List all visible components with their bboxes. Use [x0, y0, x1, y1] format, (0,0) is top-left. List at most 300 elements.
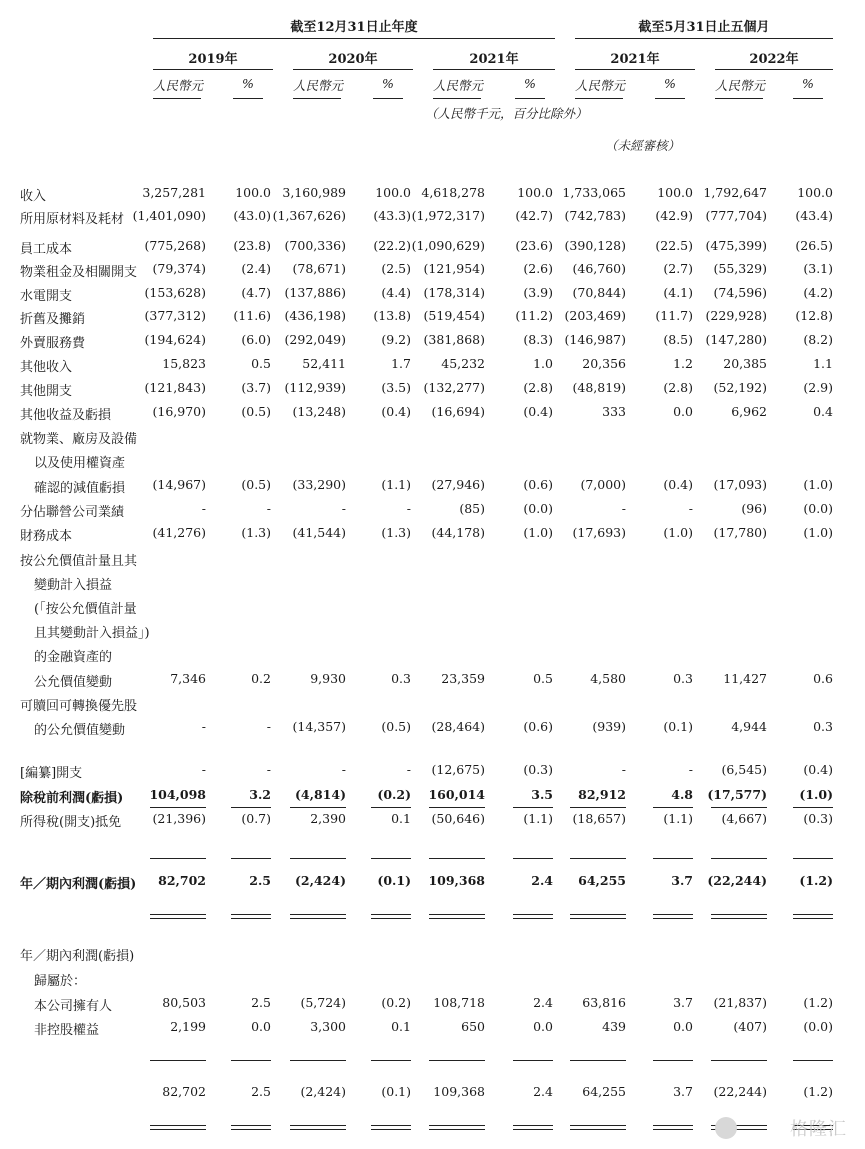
row-label: 員工成本 — [20, 242, 73, 257]
amount-cell: 9,930 — [310, 671, 346, 686]
amount-cell: (121,954) — [423, 261, 485, 276]
single-underline — [570, 858, 626, 859]
amount-cell: (14,357) — [292, 719, 346, 734]
percent-cell: (11.6) — [233, 308, 271, 323]
row-label: 水電開支 — [20, 289, 73, 304]
percent-cell: (3.5) — [381, 380, 411, 395]
amount-cell: (27,946) — [431, 477, 485, 492]
percent-cell: (0.1) — [377, 873, 411, 888]
single-underline — [513, 858, 553, 859]
percent-cell: - — [406, 762, 411, 777]
amount-cell: (17,093) — [713, 477, 767, 492]
amount-cell: (22,244) — [713, 1084, 767, 1099]
row-label: 非控股權益 — [34, 1023, 100, 1038]
year-header: 2019年 — [188, 52, 238, 67]
percent-cell: (8.2) — [803, 332, 833, 347]
single-underline — [429, 1060, 485, 1061]
single-underline — [371, 1060, 411, 1061]
amount-cell: 82,702 — [162, 1084, 206, 1099]
percent-cell: (0.4) — [523, 404, 553, 419]
unit-underline — [233, 98, 263, 99]
amount-cell: (2,424) — [300, 1084, 346, 1099]
unit-percent-header: % — [524, 76, 536, 91]
percent-cell: 0.0 — [251, 1019, 271, 1034]
year-header: 2021年 — [610, 52, 660, 67]
amount-cell: (292,049) — [284, 332, 346, 347]
amount-cell: (44,178) — [431, 525, 485, 540]
percent-cell: 0.3 — [813, 719, 833, 734]
amount-cell: (203,469) — [564, 308, 626, 323]
unit-underline — [515, 98, 545, 99]
single-underline — [711, 858, 767, 859]
amount-cell: (21,837) — [713, 995, 767, 1010]
amount-cell: - — [201, 762, 206, 777]
amount-cell: (381,868) — [423, 332, 485, 347]
amount-cell: (28,464) — [431, 719, 485, 734]
amount-cell: - — [341, 501, 346, 516]
percent-cell: (3.7) — [241, 380, 271, 395]
amount-cell: (21,396) — [152, 811, 206, 826]
amount-cell: 82,702 — [158, 873, 206, 888]
amount-cell: 104,098 — [149, 787, 206, 802]
percent-cell: (8.3) — [523, 332, 553, 347]
amount-cell: 2,390 — [310, 811, 346, 826]
percent-cell: 0.1 — [391, 1019, 411, 1034]
double-underline — [513, 1125, 553, 1130]
percent-cell: 0.0 — [673, 404, 693, 419]
row-label: [編纂]開支 — [20, 766, 83, 781]
percent-cell: 0.5 — [251, 356, 271, 371]
percent-cell: (0.0) — [803, 1019, 833, 1034]
amount-cell: (742,783) — [564, 208, 626, 223]
amount-cell: (48,819) — [572, 380, 626, 395]
amount-cell: (85) — [459, 501, 485, 516]
row-label: 的金融資產的 — [34, 650, 113, 665]
percent-cell: 3.7 — [671, 873, 693, 888]
single-underline — [371, 807, 411, 808]
percent-cell: 2.5 — [249, 873, 271, 888]
row-label: 所得稅(開支)抵免 — [20, 815, 122, 830]
amount-cell: 80,503 — [162, 995, 206, 1010]
watermark-logo-icon — [715, 1117, 737, 1139]
amount-cell: (16,694) — [431, 404, 485, 419]
amount-cell: 109,368 — [433, 1084, 485, 1099]
unit-percent-header: % — [664, 76, 676, 91]
percent-cell: - — [266, 719, 271, 734]
double-underline — [150, 1125, 206, 1130]
percent-cell: 100.0 — [517, 185, 553, 200]
amount-cell: 20,356 — [582, 356, 626, 371]
unit-note: （人民幣千元，百分比除外） — [425, 106, 588, 121]
unit-underline — [153, 98, 201, 99]
amount-cell: (178,314) — [423, 285, 485, 300]
amount-cell: (46,760) — [572, 261, 626, 276]
single-underline — [371, 858, 411, 859]
year-header: 2022年 — [749, 52, 799, 67]
amount-cell: 3,257,281 — [142, 185, 206, 200]
percent-cell: (1.0) — [803, 477, 833, 492]
percent-cell: (11.7) — [655, 308, 693, 323]
percent-cell: 2.5 — [251, 995, 271, 1010]
percent-cell: (1.0) — [523, 525, 553, 540]
unit-rmb-header: 人民幣元 — [715, 78, 766, 93]
double-underline — [290, 914, 346, 919]
percent-cell: (0.7) — [241, 811, 271, 826]
double-underline — [513, 914, 553, 919]
row-label: 年／期內利潤(虧損) — [20, 949, 135, 964]
percent-cell: (0.4) — [803, 762, 833, 777]
amount-cell: (4,667) — [721, 811, 767, 826]
double-underline — [653, 914, 693, 919]
amount-cell: 11,427 — [723, 671, 767, 686]
single-underline — [429, 807, 485, 808]
amount-cell: 439 — [602, 1019, 626, 1034]
percent-cell: (1.1) — [523, 811, 553, 826]
single-underline — [653, 807, 693, 808]
row-label: 其他收益及虧損 — [20, 408, 112, 423]
single-underline — [150, 858, 206, 859]
amount-cell: - — [621, 762, 626, 777]
percent-cell: (1.1) — [381, 477, 411, 492]
year-rule — [433, 69, 555, 70]
percent-cell: (0.3) — [523, 762, 553, 777]
amount-cell: (407) — [733, 1019, 767, 1034]
amount-cell: (436,198) — [284, 308, 346, 323]
amount-cell: (777,704) — [705, 208, 767, 223]
unit-rmb-header: 人民幣元 — [575, 78, 626, 93]
row-label: 折舊及攤銷 — [20, 312, 86, 327]
double-underline — [429, 1125, 485, 1130]
single-underline — [231, 858, 271, 859]
amount-cell: (50,646) — [431, 811, 485, 826]
amount-cell: (377,312) — [144, 308, 206, 323]
amount-cell: (112,939) — [284, 380, 346, 395]
percent-cell: (0.4) — [381, 404, 411, 419]
percent-cell: - — [266, 762, 271, 777]
row-label: 歸屬於： — [34, 974, 87, 989]
percent-cell: 0.2 — [251, 671, 271, 686]
percent-cell: (3.1) — [803, 261, 833, 276]
amount-cell: (18,657) — [572, 811, 626, 826]
percent-cell: 100.0 — [657, 185, 693, 200]
amount-cell: 7,346 — [170, 671, 206, 686]
amount-cell: (13,248) — [292, 404, 346, 419]
single-underline — [793, 1060, 833, 1061]
percent-cell: (9.2) — [381, 332, 411, 347]
single-underline — [711, 807, 767, 808]
percent-cell: (1.3) — [381, 525, 411, 540]
double-underline — [371, 914, 411, 919]
percent-cell: (2.5) — [381, 261, 411, 276]
percent-cell: (23.8) — [233, 238, 271, 253]
row-label: 就物業、廠房及設備 — [20, 432, 138, 447]
percent-cell: (0.5) — [241, 404, 271, 419]
row-label: 且其變動計入損益」) — [34, 626, 150, 641]
unit-underline — [373, 98, 403, 99]
percent-cell: (4.2) — [803, 285, 833, 300]
amount-cell: 2,199 — [170, 1019, 206, 1034]
row-label: 其他開支 — [20, 384, 73, 399]
amount-cell: 3,300 — [310, 1019, 346, 1034]
percent-cell: 3.7 — [673, 995, 693, 1010]
unit-underline — [715, 98, 763, 99]
percent-cell: (2.8) — [523, 380, 553, 395]
row-label: 確認的減值虧損 — [34, 481, 126, 496]
percent-cell: 1.1 — [813, 356, 833, 371]
amount-cell: (78,671) — [292, 261, 346, 276]
amount-cell: (147,280) — [705, 332, 767, 347]
percent-cell: (1.0) — [663, 525, 693, 540]
amount-cell: (14,967) — [152, 477, 206, 492]
percent-cell: 3.2 — [249, 787, 271, 802]
percent-cell: (2.7) — [663, 261, 693, 276]
amount-cell: (194,624) — [144, 332, 206, 347]
percent-cell: (0.0) — [803, 501, 833, 516]
percent-cell: (43.4) — [795, 208, 833, 223]
amount-cell: 4,580 — [590, 671, 626, 686]
percent-cell: 1.0 — [533, 356, 553, 371]
single-underline — [290, 807, 346, 808]
amount-cell: 109,368 — [428, 873, 485, 888]
amount-cell: (939) — [592, 719, 626, 734]
double-underline — [570, 1125, 626, 1130]
percent-cell: (1.1) — [663, 811, 693, 826]
percent-cell: (0.5) — [241, 477, 271, 492]
percent-cell: 1.7 — [391, 356, 411, 371]
unit-underline — [655, 98, 685, 99]
percent-cell: (11.2) — [515, 308, 553, 323]
amount-cell: (475,399) — [705, 238, 767, 253]
row-label: 收入 — [20, 189, 47, 204]
percent-cell: (4.4) — [381, 285, 411, 300]
amount-cell: 4,944 — [731, 719, 767, 734]
percent-cell: (2.6) — [523, 261, 553, 276]
header-group-rule — [153, 38, 555, 39]
percent-cell: 0.5 — [533, 671, 553, 686]
percent-cell: 1.2 — [673, 356, 693, 371]
single-underline — [793, 807, 833, 808]
amount-cell: 63,816 — [582, 995, 626, 1010]
single-underline — [653, 1060, 693, 1061]
percent-cell: (43.0) — [233, 208, 271, 223]
amount-cell: - — [341, 762, 346, 777]
percent-cell: (2.9) — [803, 380, 833, 395]
percent-cell: (1.0) — [803, 525, 833, 540]
row-label: 外賣服務費 — [20, 336, 86, 351]
amount-cell: (79,374) — [152, 261, 206, 276]
single-underline — [570, 807, 626, 808]
percent-cell: (4.7) — [241, 285, 271, 300]
amount-cell: (519,454) — [423, 308, 485, 323]
year-rule — [153, 69, 273, 70]
percent-cell: (0.6) — [523, 719, 553, 734]
percent-cell: 0.0 — [673, 1019, 693, 1034]
unit-underline — [293, 98, 341, 99]
amount-cell: (1,972,317) — [411, 208, 485, 223]
single-underline — [290, 1060, 346, 1061]
amount-cell: (55,329) — [713, 261, 767, 276]
header-group-five-months: 截至5月31日止五個月 — [638, 20, 770, 35]
percent-cell: 0.1 — [391, 811, 411, 826]
percent-cell: (6.0) — [241, 332, 271, 347]
single-underline — [513, 1060, 553, 1061]
double-underline — [570, 914, 626, 919]
amount-cell: (17,780) — [713, 525, 767, 540]
row-label: 年／期內利潤(虧損) — [20, 877, 137, 892]
percent-cell: - — [688, 501, 693, 516]
percent-cell: (0.1) — [663, 719, 693, 734]
amount-cell: 1,792,647 — [703, 185, 767, 200]
percent-cell: 100.0 — [797, 185, 833, 200]
percent-cell: 3.7 — [673, 1084, 693, 1099]
percent-cell: (0.6) — [523, 477, 553, 492]
unit-rmb-header: 人民幣元 — [433, 78, 484, 93]
amount-cell: 52,411 — [302, 356, 346, 371]
amount-cell: (22,244) — [707, 873, 767, 888]
amount-cell: (96) — [741, 501, 767, 516]
percent-cell: (0.4) — [663, 477, 693, 492]
amount-cell: 64,255 — [578, 873, 626, 888]
percent-cell: 2.4 — [531, 873, 553, 888]
amount-cell: (229,928) — [705, 308, 767, 323]
percent-cell: (12.8) — [795, 308, 833, 323]
percent-cell: (1.3) — [241, 525, 271, 540]
single-underline — [290, 858, 346, 859]
row-label: 財務成本 — [20, 529, 73, 544]
unit-rmb-header: 人民幣元 — [153, 78, 204, 93]
percent-cell: (8.5) — [663, 332, 693, 347]
amount-cell: (70,844) — [572, 285, 626, 300]
percent-cell: 0.3 — [673, 671, 693, 686]
amount-cell: (17,693) — [572, 525, 626, 540]
amount-cell: 333 — [602, 404, 626, 419]
double-underline — [290, 1125, 346, 1130]
percent-cell: (1.0) — [799, 787, 833, 802]
amount-cell: 45,232 — [441, 356, 485, 371]
amount-cell: (6,545) — [721, 762, 767, 777]
percent-cell: (0.5) — [381, 719, 411, 734]
row-label: 以及使用權資產 — [34, 456, 126, 471]
amount-cell: (121,843) — [144, 380, 206, 395]
amount-cell: (390,128) — [564, 238, 626, 253]
amount-cell: (1,090,629) — [411, 238, 485, 253]
percent-cell: (0.1) — [381, 1084, 411, 1099]
single-underline — [513, 807, 553, 808]
double-underline — [231, 914, 271, 919]
percent-cell: (42.9) — [655, 208, 693, 223]
percent-cell: (3.9) — [523, 285, 553, 300]
percent-cell: (1.2) — [803, 1084, 833, 1099]
amount-cell: 4,618,278 — [421, 185, 485, 200]
year-rule — [575, 69, 695, 70]
single-underline — [231, 807, 271, 808]
amount-cell: (132,277) — [423, 380, 485, 395]
unit-percent-header: % — [382, 76, 394, 91]
amount-cell: 1,733,065 — [562, 185, 626, 200]
amount-cell: 160,014 — [428, 787, 485, 802]
row-label: 本公司擁有人 — [34, 999, 113, 1014]
amount-cell: (33,290) — [292, 477, 346, 492]
unit-percent-header: % — [802, 76, 814, 91]
amount-cell: (137,886) — [284, 285, 346, 300]
row-label: 物業租金及相關開支 — [20, 265, 138, 280]
amount-cell: (775,268) — [144, 238, 206, 253]
row-label: (「按公允價值計量 — [34, 602, 137, 617]
percent-cell: (1.2) — [799, 873, 833, 888]
amount-cell: (1,367,626) — [272, 208, 346, 223]
percent-cell: (0.2) — [381, 995, 411, 1010]
percent-cell: - — [266, 501, 271, 516]
amount-cell: - — [201, 501, 206, 516]
row-label: 除稅前利潤(虧損) — [20, 791, 124, 806]
year-header: 2020年 — [328, 52, 378, 67]
double-underline — [231, 1125, 271, 1130]
unit-percent-header: % — [242, 76, 254, 91]
year-rule — [715, 69, 833, 70]
single-underline — [429, 858, 485, 859]
amount-cell: (700,336) — [284, 238, 346, 253]
percent-cell: 2.5 — [251, 1084, 271, 1099]
percent-cell: (13.8) — [373, 308, 411, 323]
amount-cell: (4,814) — [295, 787, 346, 802]
percent-cell: 100.0 — [235, 185, 271, 200]
amount-cell: 23,359 — [441, 671, 485, 686]
header-group-rule — [575, 38, 833, 39]
amount-cell: (16,970) — [152, 404, 206, 419]
amount-cell: (41,544) — [292, 525, 346, 540]
single-underline — [150, 807, 206, 808]
single-underline — [653, 858, 693, 859]
percent-cell: (43.3) — [373, 208, 411, 223]
amount-cell: (17,577) — [707, 787, 767, 802]
double-underline — [371, 1125, 411, 1130]
percent-cell: (2.8) — [663, 380, 693, 395]
amount-cell: 6,962 — [731, 404, 767, 419]
percent-cell: (4.1) — [663, 285, 693, 300]
double-underline — [429, 914, 485, 919]
percent-cell: - — [406, 501, 411, 516]
amount-cell: (146,987) — [564, 332, 626, 347]
percent-cell: (42.7) — [515, 208, 553, 223]
year-rule — [293, 69, 413, 70]
percent-cell: (2.4) — [241, 261, 271, 276]
single-underline — [570, 1060, 626, 1061]
percent-cell: 2.4 — [533, 1084, 553, 1099]
percent-cell: (1.2) — [803, 995, 833, 1010]
unaudited-note: （未經審核） — [605, 138, 681, 153]
single-underline — [793, 858, 833, 859]
percent-cell: - — [688, 762, 693, 777]
row-label: 變動計入損益 — [34, 578, 113, 593]
percent-cell: 2.4 — [533, 995, 553, 1010]
amount-cell: (7,000) — [580, 477, 626, 492]
percent-cell: 0.4 — [813, 404, 833, 419]
percent-cell: (26.5) — [795, 238, 833, 253]
watermark: 格隆汇 — [790, 1119, 847, 1140]
percent-cell: (23.6) — [515, 238, 553, 253]
percent-cell: (0.2) — [377, 787, 411, 802]
percent-cell: (22.2) — [373, 238, 411, 253]
row-label: 的公允價值變動 — [34, 723, 126, 738]
year-header: 2021年 — [469, 52, 519, 67]
percent-cell: 3.5 — [531, 787, 553, 802]
row-label: 所用原材料及耗材 — [20, 212, 125, 227]
single-underline — [150, 1060, 206, 1061]
single-underline — [231, 1060, 271, 1061]
row-label: 公允價值變動 — [34, 675, 113, 690]
amount-cell: 15,823 — [162, 356, 206, 371]
amount-cell: (74,596) — [713, 285, 767, 300]
